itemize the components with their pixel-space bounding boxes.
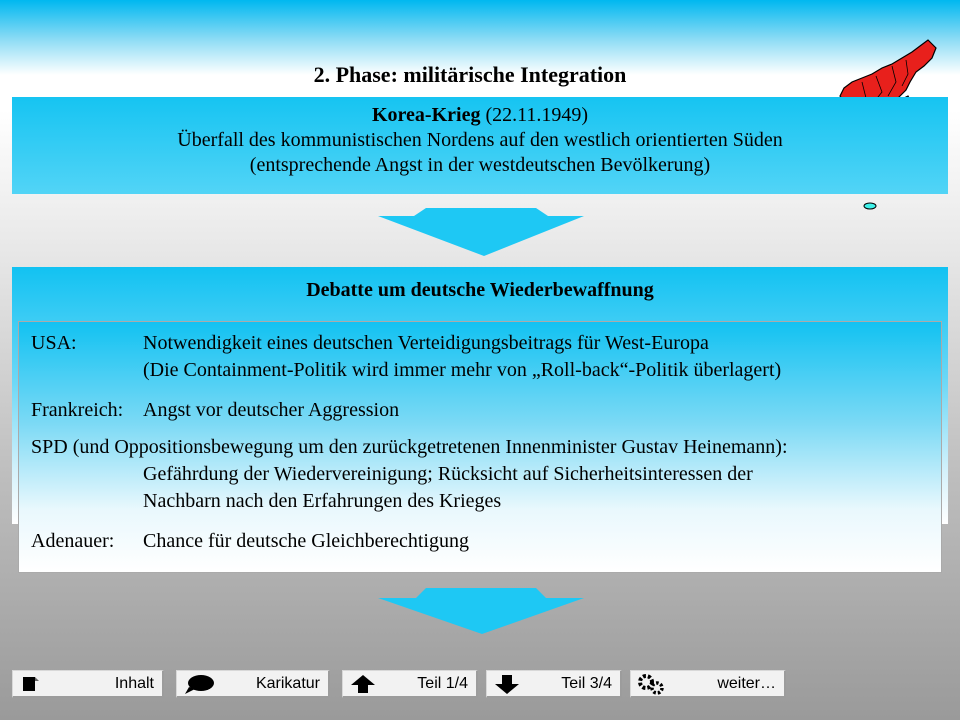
nav-label: Karikatur	[255, 675, 320, 692]
korea-war-date: (22.11.1949)	[480, 104, 589, 126]
nav-button-weiter[interactable]	[630, 670, 786, 698]
nav-button-inhalt[interactable]	[12, 670, 164, 698]
nav-label: Teil 1/4	[417, 675, 468, 692]
spd-text-2: Gefährdung der Wiedervereinigung; Rücksicht auf Sicherheitsinteressen der	[143, 463, 753, 485]
arrow-down-shape-2	[378, 588, 584, 634]
nav-button-teil-1-4[interactable]	[342, 670, 478, 698]
positions-panel	[18, 321, 942, 573]
france-text: Angst vor deutscher Aggression	[143, 399, 400, 421]
nav-label: Teil 3/4	[561, 675, 612, 692]
france-label: Frankreich:	[31, 399, 124, 421]
adenauer-text: Chance für deutsche Gleichberechtigung	[143, 530, 469, 552]
document-icon	[19, 673, 43, 695]
usa-text-1: Notwendigkeit eines deutschen Verteidigungsbeitrags für West-Europa	[143, 332, 709, 354]
arrow-down-shape	[378, 208, 584, 256]
spd-text-1: SPD (und Oppositionsbewegung um den zurückgetretenen Innenminister Gustav Heinemann):	[31, 436, 788, 458]
korea-war-box	[12, 97, 948, 194]
gears-icon	[637, 673, 667, 695]
spd-text-3: Nachbarn nach den Erfahrungen des Krieges	[143, 490, 502, 512]
korea-war-description: Überfall des kommunistischen Nordens auf den westlich orientierten Süden	[177, 129, 783, 151]
arrow-up-icon	[349, 673, 377, 695]
speech-bubble-icon	[183, 673, 217, 695]
korea-war-note: (entsprechende Angst in der westdeutschen Bevölkerung)	[249, 154, 711, 176]
debate-title: Debatte um deutsche Wiederbewaffnung	[306, 279, 654, 301]
usa-text-2: (Die Containment-Politik wird immer mehr von „Roll-back“-Politik überlagert)	[143, 359, 782, 381]
nav-label: Inhalt	[114, 675, 154, 692]
nav-button-teil-3-4[interactable]	[486, 670, 622, 698]
korea-war-heading: Korea-Krieg	[371, 104, 481, 126]
nav-button-karikatur[interactable]	[176, 670, 330, 698]
adenauer-label: Adenauer:	[31, 530, 115, 552]
usa-label: USA:	[31, 332, 77, 354]
nav-label: weiter…	[717, 675, 776, 692]
slide-title: 2. Phase: militärische Integration	[313, 62, 627, 87]
arrow-down-icon	[493, 673, 521, 695]
